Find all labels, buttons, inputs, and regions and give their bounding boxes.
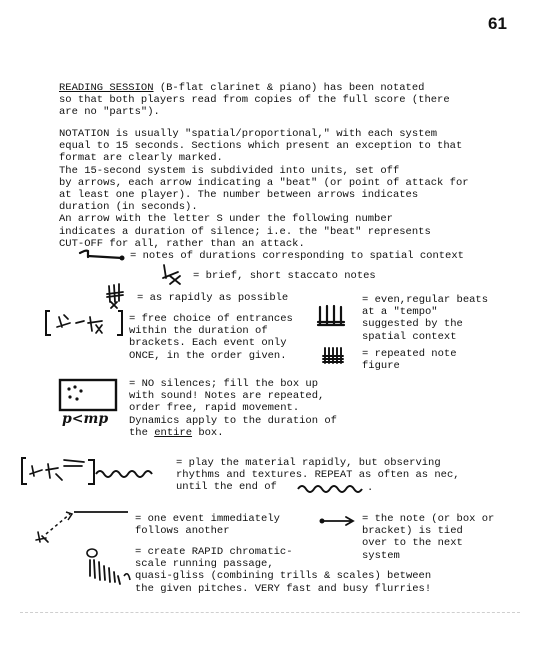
repeat-bracket-wave-symbol <box>20 450 170 490</box>
wavy-line-symbol <box>296 482 364 494</box>
reading-session-text: (B-flat clarinet & piano) has been notated so that both players read from copies of the full score (there are no "parts"). <box>59 82 450 119</box>
page-number: 61 <box>488 14 507 33</box>
even-beats-text: = even,regular beats at a "tempo" suggested by the spatial context <box>362 294 489 343</box>
one-event-arrow-symbol <box>32 500 132 546</box>
brackets-text: = free choice of entrances within the duration of brackets. Each event only ONCE, in the order given. <box>129 313 293 362</box>
notation-paragraph: NOTATION is usually "spatial/proportional," with each system equal to 15 seconds. Sections which present an exception to that format are clearly marked. The 15-second system is subdivided into units, set off by arrows, each arrow indicating a "beat" (or point of attack for at least one player). The number between arrows indicates duration (in seconds). An arrow with the letter S under the following number indicates a duration of silence; i.e. the "beat" represents CUT-OFF for all, rather than an attack. <box>59 128 469 250</box>
staccato-text: = brief, short staccato notes <box>193 270 376 282</box>
reading-session-title: READING SESSION <box>59 82 154 94</box>
duration-line-symbol <box>78 247 126 263</box>
repeated-note-symbol <box>322 345 344 367</box>
play-material-text: = play the material rapidly, but observing rhythms and textures. REPEAT as often as nec, until the end of <box>176 457 460 494</box>
one-event-text: = one event immediately follows another <box>135 513 280 538</box>
staccato-symbol <box>158 262 186 288</box>
box-text-emphasis: entire <box>154 426 193 439</box>
tie-arrow-symbol <box>318 514 358 528</box>
play-material-period: . <box>367 482 374 494</box>
rapid-text: = as rapidly as possible <box>137 292 289 304</box>
durations-text: = notes of durations corresponding to spatial context <box>130 250 464 262</box>
reading-session-paragraph <box>59 82 519 119</box>
box-text: = NO silences; fill the box up with sound! Notes are repeated, order free, rapid movement. Dynamics apply to the duration of the entire box. <box>129 378 337 439</box>
sound-box-symbol <box>58 377 118 413</box>
dynamic-mark: p<mp <box>62 411 109 427</box>
tied-text: = the note (or box or bracket) is tied over to the next system <box>362 513 495 562</box>
chromatic-scale-symbol <box>84 546 136 586</box>
bracket-entrances-symbol <box>44 305 124 341</box>
bottom-divider <box>20 612 520 613</box>
chromatic-text: = create RAPID chromatic- scale running passage, quasi-gliss (combining trills & scales) between the given pitches. VERY fast and busy flurries! <box>135 546 432 595</box>
repeated-note-text: = repeated note figure <box>362 348 457 373</box>
even-beats-symbol <box>316 303 346 329</box>
